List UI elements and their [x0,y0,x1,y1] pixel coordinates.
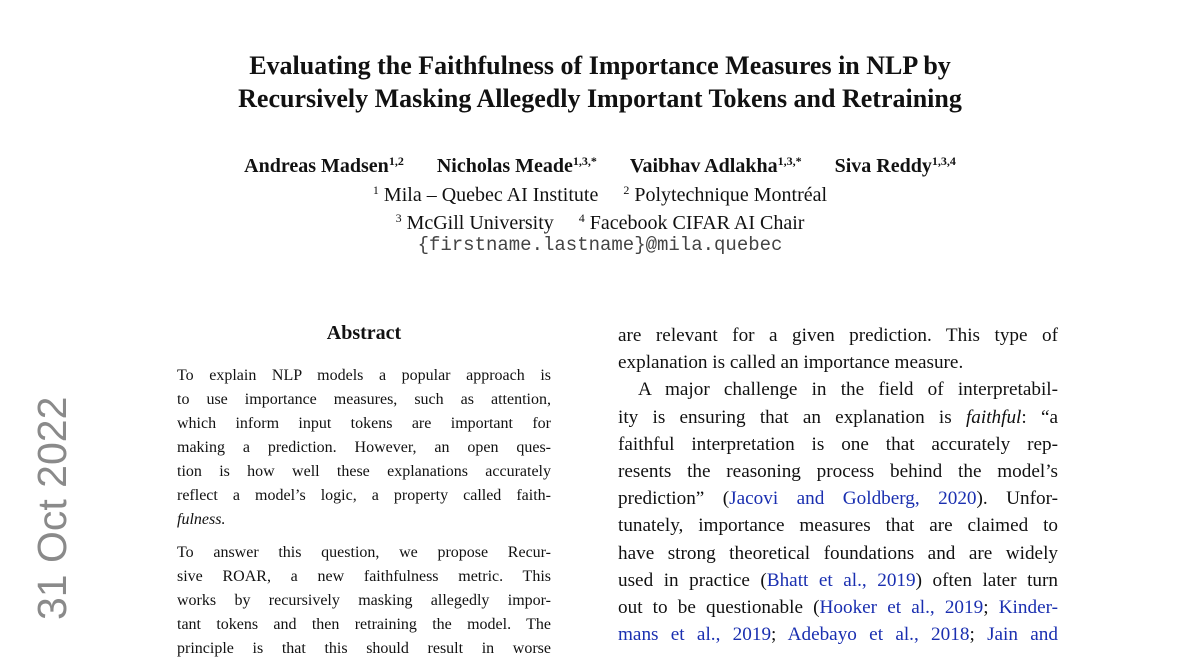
text-line: A major challenge in the field of interpretabil- [638,379,1058,401]
text-line: out to be questionable (Hooker et al., 2019; Kinder- [618,596,1058,618]
text-line: used in practice (Bhatt et al., 2019) often later turn [618,569,1058,591]
citation-link[interactable]: Bhatt et al., 2019 [766,569,916,591]
text-line: sive ROAR, a new faithfulness metric. This [177,568,551,585]
text-line: principle is that this should result in worse [177,640,551,657]
arxiv-date-stamp: 31 Oct 2022 [29,396,75,620]
citation-link[interactable]: Hooker et al., 2019 [819,596,984,618]
text-line: tunately, importance measures that are claimed to [618,515,1058,537]
citation-link[interactable]: Kinder- [998,596,1058,618]
author: Siva Reddy$^{1,3,4}$ [834,154,956,177]
text-line: fulness. [177,511,226,528]
text-line: resents the reasoning process behind the model’s [618,460,1058,482]
citation-link[interactable]: Jacovi and Goldberg, 2020 [729,488,977,510]
text-line: explanation is called an importance measure. [618,352,964,374]
abstract-paragraph-1 [177,364,551,532]
citation-link[interactable]: mans et al., 2019 [618,624,772,646]
text-line: making a prediction. However, an open ques- [177,439,551,456]
text-line: tion is how well these explanations accurately [177,463,551,480]
text-line: works by recursively masking allegedly impor- [177,592,551,609]
abstract-heading: Abstract [326,322,402,344]
author: Nicholas Meade$^{1,3,*}$ [436,154,597,177]
text-line: To answer this question, we propose Recur- [177,544,551,561]
author-email: {firstname.lastname}@mila.quebec [417,234,783,256]
text-line: To explain NLP models a popular approach is [177,367,551,384]
paper-title-line-1: Evaluating the Faithfulness of Importance Measures in NLP by [249,51,951,80]
affiliation: $^3$ McGill University [395,211,554,234]
affiliation: $^1$ Mila – Quebec AI Institute [372,183,599,206]
affiliation: $^2$ Polytechnique Montréal [623,183,828,206]
text-line: to use importance measures, such as attention, [177,391,551,408]
text-line: tant tokens and then retraining the model. The [177,616,551,633]
text-line: ity is ensuring that an explanation is faithful: “a [618,406,1058,428]
text-line: are relevant for a given prediction. This type of [618,325,1058,346]
text-line: which inform input tokens are important for [177,415,551,432]
abstract-paragraph-2 [177,541,551,661]
paper-title-line-2: Recursively Masking Allegedly Important Tokens and Retraining [238,84,962,113]
affiliation: $^4$ Facebook CIFAR AI Chair [578,211,805,234]
text-line: reflect a model’s logic, a property called faith- [177,487,551,504]
author: Andreas Madsen$^{1,2}$ [244,154,404,177]
citation-link[interactable]: Jain and [987,624,1058,646]
text-line: have strong theoretical foundations and are widely [618,542,1058,564]
body-text-column [618,322,1058,648]
citation-link[interactable]: Adebayo et al., 2018 [787,624,970,646]
author: Vaibhav Adlakha$^{1,3,*}$ [629,154,802,177]
text-line: prediction” (Jacovi and Goldberg, 2020). Unfor- [618,488,1058,510]
affiliations-line-2 [0,204,1200,237]
text-line: faithful interpretation is one that accurately rep- [618,433,1058,455]
text-line: mans et al., 2019; Adebayo et al., 2018; Jain and [618,624,1058,646]
